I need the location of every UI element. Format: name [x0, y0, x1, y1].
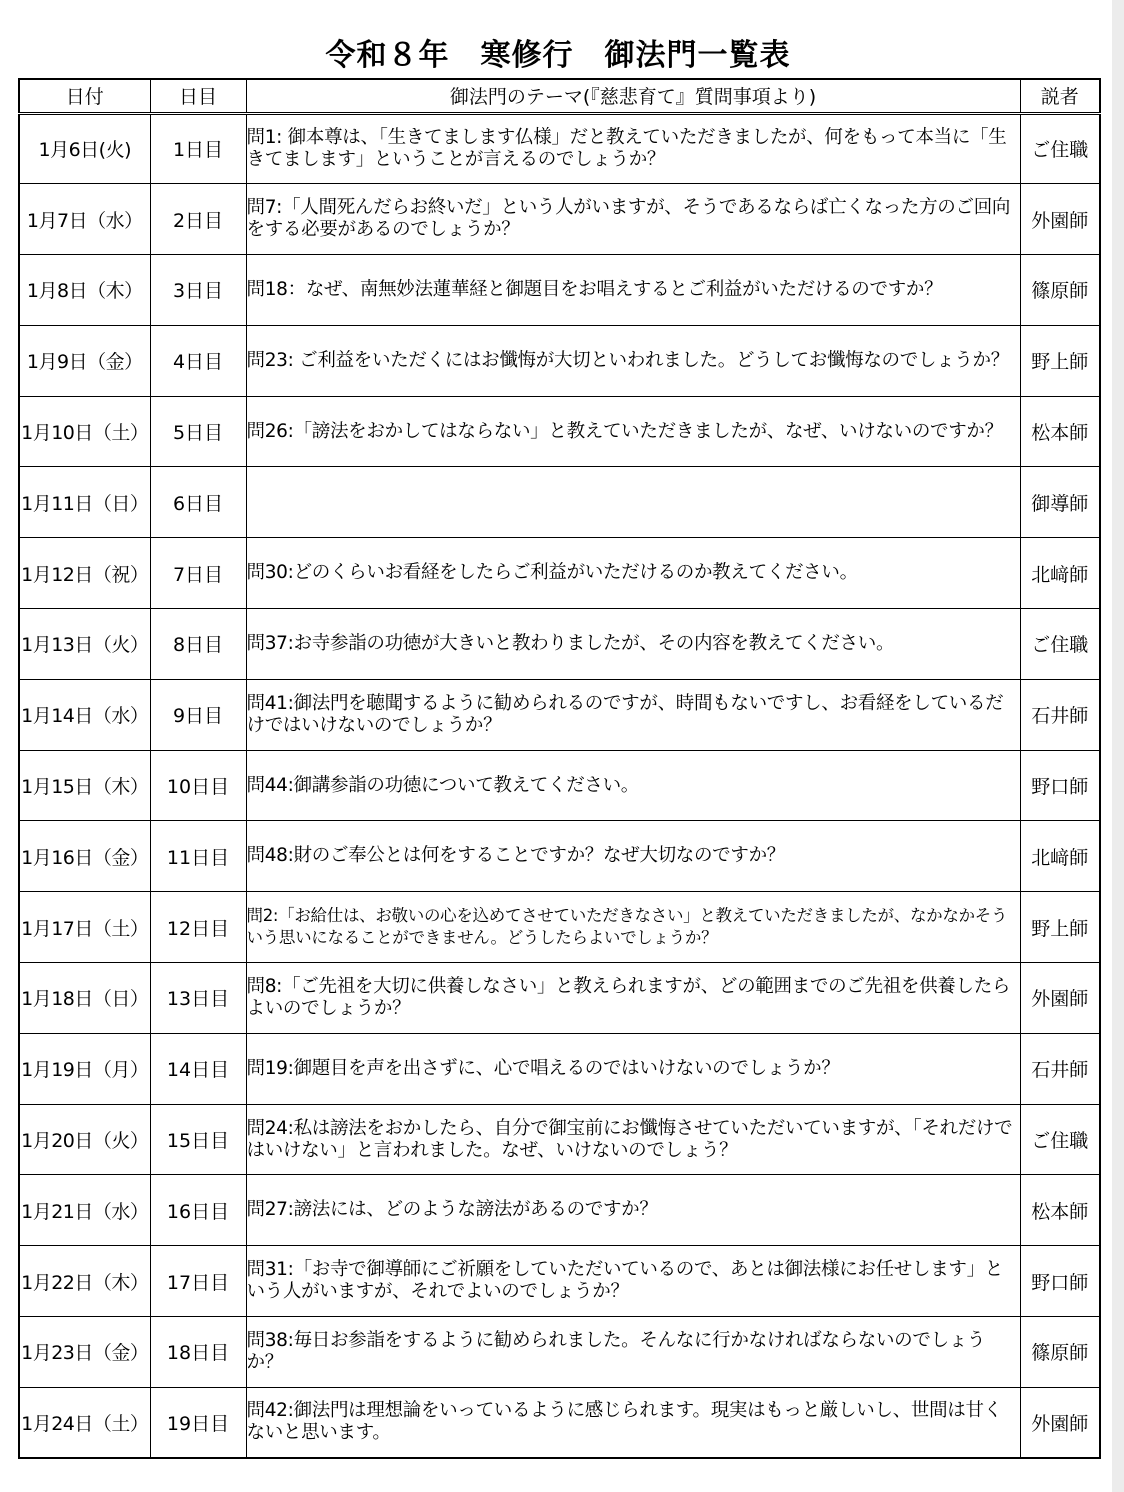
day-cell: 17日目 — [150, 1246, 246, 1317]
table-row — [19, 892, 1100, 963]
date-cell: 1月22日（木） — [19, 1246, 150, 1317]
table-row — [19, 113, 1100, 184]
table-row — [19, 1175, 1100, 1246]
date-cell: 1月17日（土） — [19, 892, 150, 963]
table-row — [19, 538, 1100, 609]
day-cell: 7日目 — [150, 538, 246, 609]
date-cell: 1月21日（水） — [19, 1175, 150, 1246]
table-row — [19, 750, 1100, 821]
table-row — [19, 609, 1100, 680]
theme-cell: 問8:「ご先祖を大切に供養しなさい」と教えられますが、どの範囲までのご先祖を供養したらよいのでしょうか？ — [246, 963, 1020, 1034]
header-row — [19, 79, 1100, 113]
day-cell: 19日目 — [150, 1387, 246, 1458]
theme-cell: 問23: ご利益をいただくにはお懺悔が大切といわれました。どうしてお懺悔なのでしょうか？ — [246, 325, 1020, 396]
table-row — [19, 255, 1100, 326]
header-day: 日目 — [150, 79, 246, 113]
table-row — [19, 679, 1100, 750]
schedule-table — [18, 78, 1101, 1459]
day-cell: 9日目 — [150, 679, 246, 750]
speaker-cell: 外園師 — [1020, 1387, 1100, 1458]
table-row — [19, 184, 1100, 255]
theme-cell: 問26:「謗法をおかしてはならない」と教えていただきましたが、なぜ、いけないのですか？ — [246, 396, 1020, 467]
day-cell: 18日目 — [150, 1317, 246, 1388]
date-cell: 1月10日（土） — [19, 396, 150, 467]
table-row — [19, 467, 1100, 538]
speaker-cell: 北﨑師 — [1020, 538, 1100, 609]
theme-cell: 問38:毎日お参詣をするように勧められました。そんなに行かなければならないのでしょうか？ — [246, 1317, 1020, 1388]
date-cell: 1月7日（水） — [19, 184, 150, 255]
table-row — [19, 325, 1100, 396]
page-title: 令和８年 寒修行 御法門一覧表 — [325, 38, 791, 73]
day-cell: 11日目 — [150, 821, 246, 892]
theme-cell: 問31:「お寺で御導師にご祈願をしていただいているので、あとは御法様にお任せします」という人がいますが、それでよいのでしょうか？ — [246, 1246, 1020, 1317]
day-cell: 5日目 — [150, 396, 246, 467]
speaker-cell: 篠原師 — [1020, 255, 1100, 326]
speaker-cell: 北﨑師 — [1020, 821, 1100, 892]
day-cell: 15日目 — [150, 1104, 246, 1175]
table-row — [19, 821, 1100, 892]
speaker-cell: 松本師 — [1020, 1175, 1100, 1246]
date-cell: 1月18日（日） — [19, 963, 150, 1034]
theme-cell: 問48:財のご奉公とは何をすることですか？なぜ大切なのですか？ — [246, 821, 1020, 892]
day-cell: 6日目 — [150, 467, 246, 538]
day-cell: 12日目 — [150, 892, 246, 963]
theme-cell — [246, 467, 1020, 538]
header-theme: 御法門のテーマ(『慈悲育て』質問事項より) — [246, 79, 1020, 113]
theme-cell: 問27:謗法には、どのような謗法があるのですか？ — [246, 1175, 1020, 1246]
date-cell: 1月13日（火） — [19, 609, 150, 680]
day-cell: 13日目 — [150, 963, 246, 1034]
table-row — [19, 1317, 1100, 1388]
day-cell: 1日目 — [150, 113, 246, 184]
page-edge — [1112, 0, 1124, 1492]
theme-cell: 問18：なぜ、南無妙法蓮華経と御題目をお唱えするとご利益がいただけるのですか？ — [246, 255, 1020, 326]
header-speaker: 説者 — [1020, 79, 1100, 113]
theme-cell: 問44:御講参詣の功徳について教えてください。 — [246, 750, 1020, 821]
table-row — [19, 1033, 1100, 1104]
speaker-cell: 石井師 — [1020, 679, 1100, 750]
speaker-cell: 篠原師 — [1020, 1317, 1100, 1388]
date-cell: 1月16日（金） — [19, 821, 150, 892]
date-cell: 1月12日（祝） — [19, 538, 150, 609]
speaker-cell: ご住職 — [1020, 1104, 1100, 1175]
table-row — [19, 396, 1100, 467]
theme-cell: 問42:御法門は理想論をいっているように感じられます。現実はもっと厳しいし、世間は甘くないと思います。 — [246, 1387, 1020, 1458]
speaker-cell: 野口師 — [1020, 750, 1100, 821]
theme-cell: 問24:私は謗法をおかしたら、自分で御宝前にお懺悔させていただいていますが、「それだけではいけない」と言われました。なぜ、いけないのでしょう？ — [246, 1104, 1020, 1175]
day-cell: 8日目 — [150, 609, 246, 680]
date-cell: 1月9日（金） — [19, 325, 150, 396]
date-cell: 1月23日（金） — [19, 1317, 150, 1388]
day-cell: 3日目 — [150, 255, 246, 326]
speaker-cell: 野上師 — [1020, 325, 1100, 396]
day-cell: 14日目 — [150, 1033, 246, 1104]
day-cell: 4日目 — [150, 325, 246, 396]
theme-cell: 問41:御法門を聴聞するように勧められるのですが、時間もないですし、お看経をしているだけではいけないのでしょうか？ — [246, 679, 1020, 750]
speaker-cell: 石井師 — [1020, 1033, 1100, 1104]
table-row — [19, 1104, 1100, 1175]
table-row — [19, 963, 1100, 1034]
date-cell: 1月19日（月） — [19, 1033, 150, 1104]
speaker-cell: ご住職 — [1020, 113, 1100, 184]
speaker-cell: ご住職 — [1020, 609, 1100, 680]
header-date: 日付 — [19, 79, 150, 113]
date-cell: 1月20日（火） — [19, 1104, 150, 1175]
speaker-cell: 松本師 — [1020, 396, 1100, 467]
speaker-cell: 外園師 — [1020, 184, 1100, 255]
theme-cell: 問30:どのくらいお看経をしたらご利益がいただけるのか教えてください。 — [246, 538, 1020, 609]
theme-cell: 問1: 御本尊は、「生きてまします仏様」だと教えていただきましたが、何をもって本当に「生きてまします」ということが言えるのでしょうか？ — [246, 113, 1020, 184]
date-cell: 1月24日（土） — [19, 1387, 150, 1458]
day-cell: 10日目 — [150, 750, 246, 821]
date-cell: 1月8日（木） — [19, 255, 150, 326]
speaker-cell: 野口師 — [1020, 1246, 1100, 1317]
table-row — [19, 1246, 1100, 1317]
date-cell: 1月6日(火) — [19, 113, 150, 184]
theme-cell: 問19:御題目を声を出さずに、心で唱えるのではいけないのでしょうか？ — [246, 1033, 1020, 1104]
day-cell: 16日目 — [150, 1175, 246, 1246]
day-cell: 2日目 — [150, 184, 246, 255]
speaker-cell: 御導師 — [1020, 467, 1100, 538]
table-row — [19, 1387, 1100, 1458]
speaker-cell: 野上師 — [1020, 892, 1100, 963]
date-cell: 1月14日（水） — [19, 679, 150, 750]
theme-cell: 問37:お寺参詣の功徳が大きいと教わりましたが、その内容を教えてください。 — [246, 609, 1020, 680]
theme-cell: 問7:「人間死んだらお終いだ」という人がいますが、そうであるならば亡くなった方のご回向をする必要があるのでしょうか？ — [246, 184, 1020, 255]
date-cell: 1月11日（日） — [19, 467, 150, 538]
theme-cell: 問2:「お給仕は、お敬いの心を込めてさせていただきなさい」と教えていただきましたが、なかなかそういう思いになることができません。どうしたらよいでしょうか？ — [246, 892, 1020, 963]
date-cell: 1月15日（木） — [19, 750, 150, 821]
speaker-cell: 外園師 — [1020, 963, 1100, 1034]
